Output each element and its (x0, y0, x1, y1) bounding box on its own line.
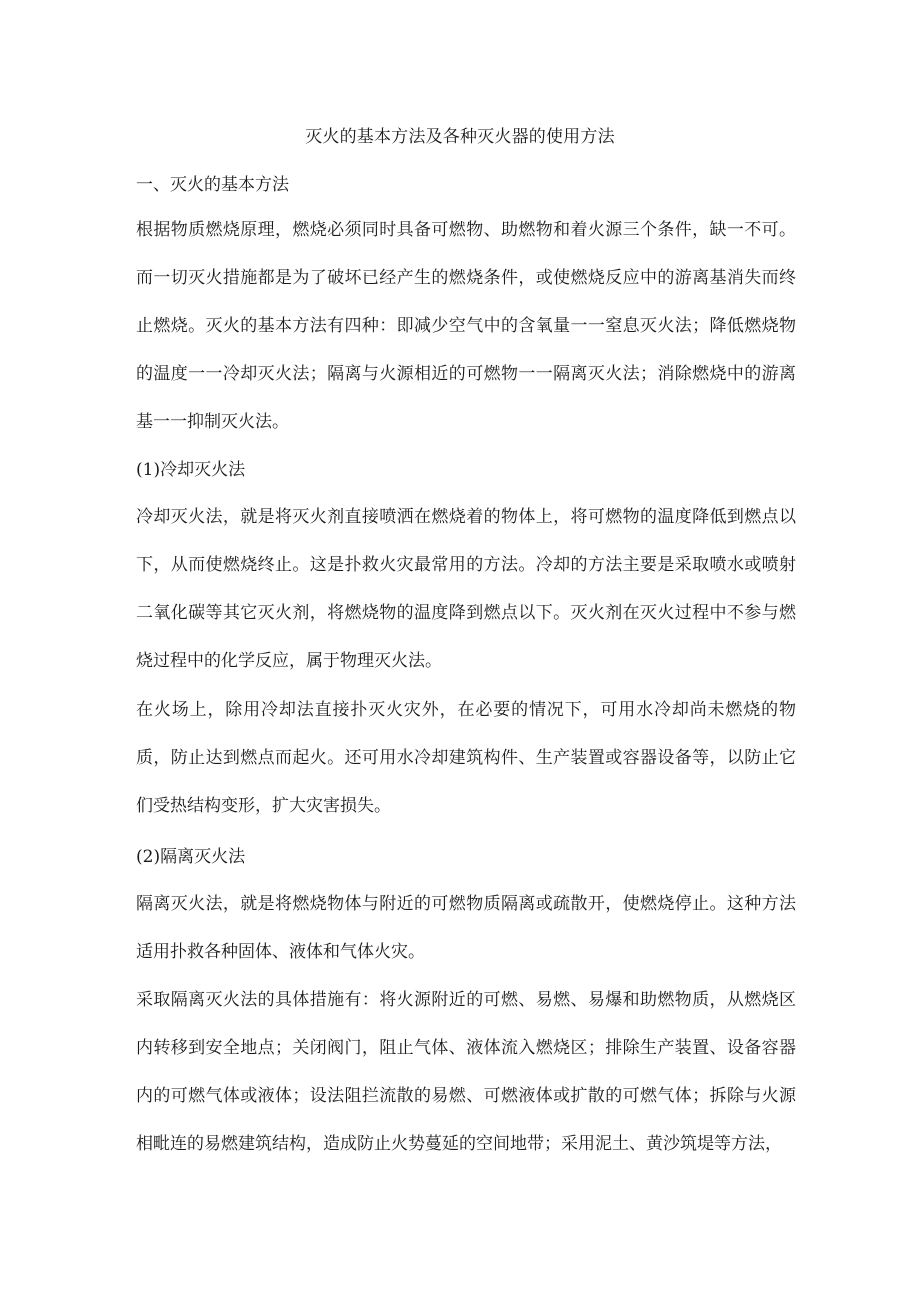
isolation-paragraph-2: 采取隔离灭火法的具体措施有：将火源附近的可燃、易燃、易爆和助燃物质，从燃烧区内转移到安全地点；关闭阀门，阻止气体、液体流入燃烧区；排除生产装置、设备容器内的可燃气体或液体；设法阻拦流散的易燃、可燃液体或扩散的可燃气体；拆除与火源相毗连的易燃建筑结构，造成防止火势蔓延的空间地带；采用泥土、黄沙筑堤等方法， (136, 990, 796, 1154)
section-heading-basic-methods: 一、灭火的基本方法 (136, 175, 289, 195)
subheading-cooling-method: (1)冷却灭火法 (136, 460, 246, 480)
subheading-isolation-method: (2)隔离灭火法 (136, 847, 246, 867)
cooling-paragraph-1: 冷却灭火法，就是将灭火剂直接喷洒在燃烧着的物体上，将可燃物的温度降低到燃点以下，从而使燃烧终止。这是扑救火灾最常用的方法。冷却的方法主要是采取喷水或喷射二氧化碳等其它灭火剂，将燃烧物的温度降到燃点以下。灭火剂在灭火过程中不参与燃烧过程中的化学反应，属于物理灭火法。 (136, 507, 796, 671)
cooling-paragraph-2: 在火场上，除用冷却法直接扑灭火灾外，在必要的情况下，可用水冷却尚未燃烧的物质，防止达到燃点而起火。还可用水冷却建筑构件、生产装置或容器设备等，以防止它们受热结构变形，扩大灾害损失。 (136, 700, 796, 816)
document-title: 灭火的基本方法及各种灭火器的使用方法 (305, 127, 615, 147)
isolation-paragraph-1: 隔离灭火法，就是将燃烧物体与附近的可燃物质隔离或疏散开，使燃烧停止。这种方法适用扑救各种固体、液体和气体火灾。 (136, 894, 796, 962)
intro-paragraph: 根据物质燃烧原理，燃烧必须同时具备可燃物、助燃物和着火源三个条件，缺一不可。而一切灭火措施都是为了破坏已经产生的燃烧条件，或使燃烧反应中的游离基消失而终止燃烧。灭火的基本方法有四种：即减少空气中的含氧量一一窒息灭火法；降低燃烧物的温度一一冷却灭火法；隔离与火源相近的可燃物一一隔离灭火法；消除燃烧中的游离基一一抑制灭火法。 (136, 220, 796, 432)
